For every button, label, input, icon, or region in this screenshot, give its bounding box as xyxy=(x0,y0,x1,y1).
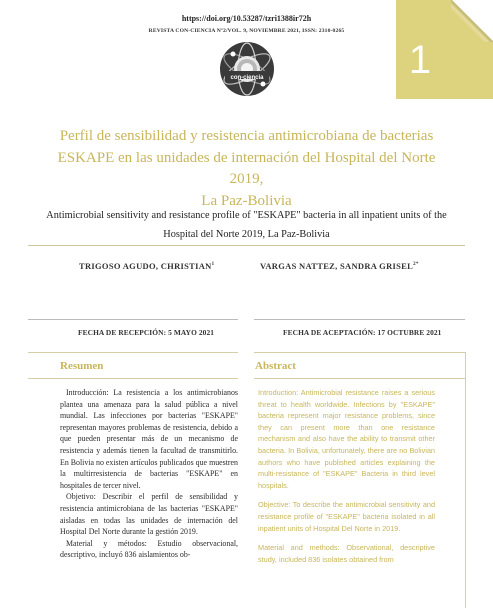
author-affiliation: 2* xyxy=(413,262,419,268)
divider xyxy=(28,378,238,379)
divider xyxy=(465,352,466,608)
title-english xyxy=(24,206,469,244)
resumen-paragraph: Introducción: La resistencia a los antimicrobianos plantea una amenaza para la salud pública a nivel mundial. Las infecciones por bacterias "ESKAPE" representan mayores problemas de resistencia, debido a que pueden presentar más de un mecanismo de resistencia y además tienen la facultad de transmitirlo. En Bolivia no existen artículos publicados que muestren la multirresistencia de bacterias "ESKAPE" en hospitales de tercer nivel. xyxy=(60,388,238,490)
accepted-date: FECHA DE ACEPTACIÓN: 17 OCTUBRE 2021 xyxy=(283,328,442,337)
journal-info: REVISTA CON-CIENCIA Nº2/VOL. 9, NOVIEMBRE 2021, ISSN: 2310-0265 xyxy=(148,28,345,34)
abstract-paragraph: Objective: To describe the antimicrobial sensitivity and resistance profile of "ESKAPE" bacteria isolated in all inpatient units of Hospital Del Norte in 2019. xyxy=(258,500,435,533)
author-name: VARGAS NATTEZ, SANDRA GRISEL xyxy=(260,261,414,271)
abstract-body xyxy=(258,387,435,573)
received-date: FECHA DE RECEPCIÓN: 5 MAYO 2021 xyxy=(78,328,215,337)
author-1 xyxy=(79,261,214,271)
title-english-line: Antimicrobial sensitivity and resistance profile of "ESKAPE" bacteria in all inpatient units of the xyxy=(46,210,447,221)
resumen-paragraph: Objetivo: Describir el perfil de sensibilidad y resistencia antimicrobiana de las bacterias "ESKAPE" aisladas en todas las unidades de internación del Hospital Del Norte durante la gestión 2019. xyxy=(60,492,238,537)
page-fold-corner xyxy=(451,0,493,42)
abstract-paragraph: Introduction: Antimicrobial resistance raises a serious threat to health worldwide. Infections by "ESKAPE" bacteria represent major resistance problems, since they can present more than one resistance mechanism and also have the ability to transmit other bacteria. In Bolivia, unfortunately, there are no Bolivian authors who have published articles explaining the multi-resistance of "ESKAPE" Bacteria in third level hospitals. xyxy=(258,388,435,490)
title-english-line: Hospital del Norte 2019, La Paz-Bolivia xyxy=(163,229,330,240)
author-2 xyxy=(260,261,419,271)
divider xyxy=(254,378,465,379)
journal-logo xyxy=(218,40,276,98)
title-spanish-line: ESKAPE en las unidades de internación del Hospital del Norte 2019, xyxy=(57,149,436,187)
logo-icon xyxy=(218,40,276,98)
author-name: TRIGOSO AGUDO, CHRISTIAN xyxy=(79,261,212,271)
abstract-paragraph: Material and methods: Observational, descriptive study, included 836 isolates obtained from xyxy=(258,543,435,564)
title-spanish-line: La Paz-Bolivia xyxy=(201,192,292,209)
divider xyxy=(254,319,465,320)
resumen-body xyxy=(60,387,238,561)
resumen-heading: Resumen xyxy=(60,360,104,372)
title-spanish xyxy=(40,126,453,212)
divider xyxy=(28,319,238,320)
issue-number: 1 xyxy=(408,38,432,82)
abstract-heading: Abstract xyxy=(255,360,296,372)
resumen-paragraph: Material y métodos: Estudio observacional, descriptivo, incluyó 836 aislamientos ob- xyxy=(60,538,238,560)
divider xyxy=(28,245,465,246)
doi-link[interactable]: https://doi.org/10.53287/tzri1388ir72h xyxy=(181,14,312,23)
divider xyxy=(28,352,238,353)
title-spanish-line: Perfil de sensibilidad y resistencia antimicrobiana de bacterias xyxy=(59,128,434,144)
author-affiliation: 1 xyxy=(211,262,215,268)
logo-label: con-ciencia xyxy=(230,75,264,81)
divider xyxy=(254,352,465,353)
